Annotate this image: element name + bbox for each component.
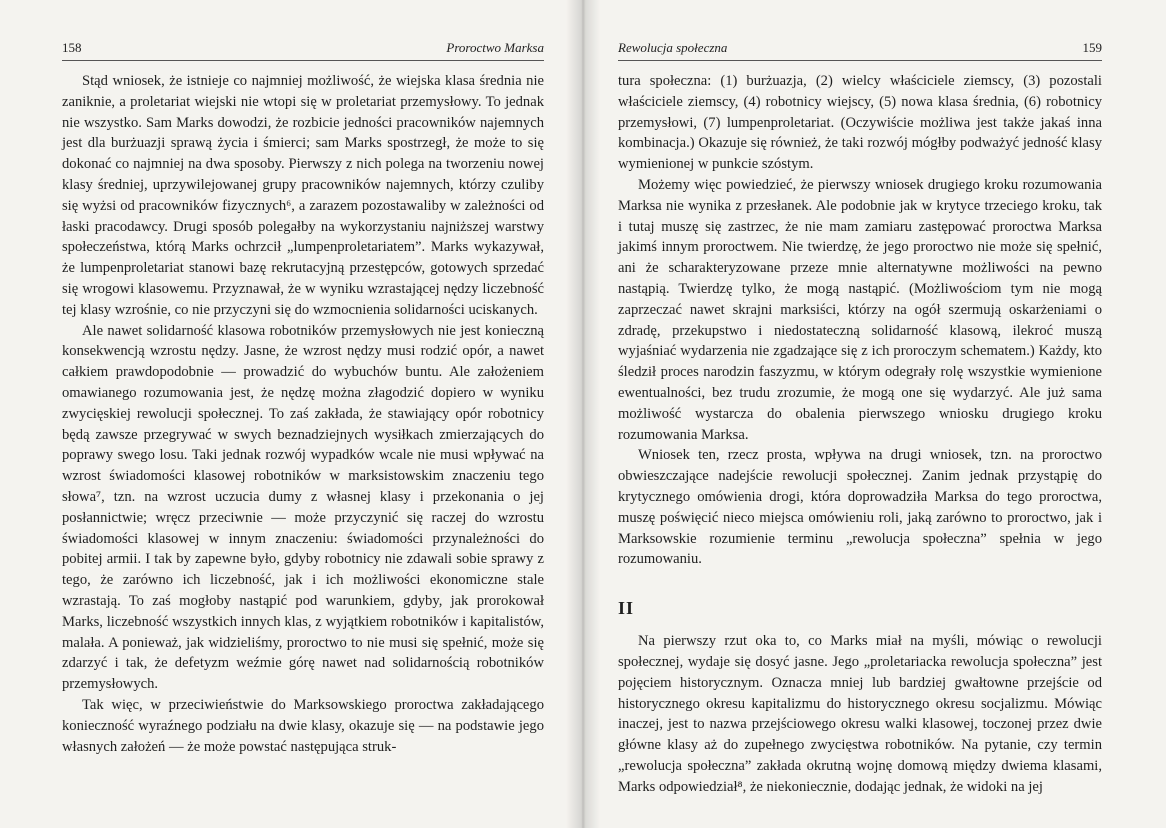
page-number: 159	[1082, 40, 1102, 55]
paragraph: Tak więc, w przeciwieństwie do Marksowskiego proroctwa zakładającego konieczność wyraźnego podziału na dwie klasy, okazuje się — na podstawie jego własnych założeń — że może powstać następująca struk-	[62, 696, 544, 755]
running-head: Proroctwo Marksa	[446, 40, 544, 55]
left-page	[0, 0, 580, 828]
paragraph: Ale nawet solidarność klasowa robotników przemysłowych nie jest konieczną konsekwencją wzrostu nędzy. Jasne, że wzrost nędzy musi rodzić opór, a nawet całkiem prawdopodobnie — prowadzić do wybuchów buntu. Ale założeniem omawianego rozumowania jest, że nędzę można złagodzić dopiero w wyniku zwycięskiej rewolucji społecznej. To zaś zakłada, że stawiający opór robotnicy będą zawsze przegrywać w swych beznadziejnych wysiłkach zmierzających do poprawy swego losu. Taki jednak rozwój wypadków wcale nie musi wpływać na wzrost świadomości klasowej robotników w marksistowskim znaczeniu tego słowa⁷, tzn. na wzrost uczucia dumy z własnej klasy i przekonania o jej posłannictwie; wręcz przeciwnie — może przyczynić się raczej do wzrostu świadomości klasowej w innym znaczeniu: świadomości przynależności do pobitej armii. I tak by zapewne było, gdyby robotnicy nie zdawali sobie sprawy z tego, że zarówno ich liczebność, jak i ich możliwości ekonomiczne stale wzrastają. To zaś mogłoby nastąpić pod warunkiem, gdyby, jak prorokował Marks, liczebność wszystkich innych klas, z wyjątkiem robotników i kapitalistów, malała. A ponieważ, jak widzieliśmy, proroctwo to nie musi się spełnić, może się zdarzyć i tak, że defetyzm weźmie górę nawet nad solidarnością robotników przemysłowych.	[62, 322, 544, 693]
paragraph: Na pierwszy rzut oka to, co Marks miał na myśli, mówiąc o rewolucji społecznej, wydaje się dosyć jasne. Jego „proletariacka rewolucja społeczna” jest pojęciem historycznym. Oznacza mniej lub bardziej gwałtowne przejście od historycznego okresu kapitalizmu do historycznego okresu socjalizmu. Mówiąc inaczej, jest to nazwa przejściowego okresu walki klasowej, toczonej przez dwie główne klasy aż do zupełnego zwycięstwa robotników. Na pytanie, czy termin „rewolucja społeczna” zakłada okrutną wojnę domową między dwiema klasami, Marks odpowiedział⁸, że niekoniecznie, dodając jednak, że widoki na jej	[618, 633, 1102, 795]
paragraph: Stąd wniosek, że istnieje co najmniej możliwość, że wiejska klasa średnia nie zaniknie, a proletariat wiejski nie wtopi się w proletariat przemysłowy. To jednak nie wszystko. Sam Marks dowodzi, że rozbicie jedności pracowników najemnych jest dla burżuazji sprawą życia i śmierci; sam Marks spostrzegł, że może to się dokonać co najmniej na dwa sposoby. Pierwszy z nich polega na tworzeniu nowej klasy średniej, uprzywilejowanej grupy pracowników najemnych, którzy czuliby się wyżsi od pracowników fizycznych⁶, a zarazem pozostawaliby w zależności od łaski pracodawcy. Drugi sposób polegałby na wykorzystaniu najniższej warstwy społeczeństwa, którą Marks ochrzcił „lumpenproletariatem”. Marks wykazywał, że lumpenproletariat stanowi bazę rekrutacyjną przestępców, gotowych sprzedać się wrogowi klasowemu. Przyznawał, że w wyniku wzrastającej nędzy liczebność tej klasy wzrośnie, co nie przyczyni się do wzmocnienia solidarności uciskanych.	[62, 73, 544, 318]
right-page-text	[618, 71, 1102, 798]
running-head: Rewolucja społeczna	[618, 40, 728, 55]
right-page	[580, 0, 1166, 828]
book-gutter-shadow	[566, 0, 600, 828]
paragraph: Możemy więc powiedzieć, że pierwszy wniosek drugiego kroku rozumowania Marksa nie wynika z przesłanek. Ale podobnie jak w krytyce trzeciego kroku, tak i tutaj muszę się zastrzec, że nie mam zamiaru zastępować proroctwa Marksa jakimś innym proroctwem. Nie twierdzę, że jego proroctwo nie może się spełnić, ani że scharakteryzowane przeze mnie alternatywne możliwości na pewno nastąpią. Twierdzę tylko, że mogą nastąpić. (Możliwościom tym nie mogą zaprzeczać nawet skrajni marksiści, którzy na ogół szermują oskarżeniami o zdradę, przekupstwo i niedostateczną solidarność klasową, ilekroć muszą wyjaśniać wydarzenia nie zgadzające się z ich proroczym schematem.) Każdy, kto śledził proces narodzin faszyzmu, w którym odegrały rolę wszystkie wymienione ewentualności, bez trudu zrozumie, że mogą one się wydarzyć. Ale już sama możliwość wystarcza do obalenia pierwszego wniosku drugiego kroku rozumowania Marksa.	[618, 176, 1102, 443]
section-heading: II	[618, 598, 635, 619]
left-page-text	[62, 71, 544, 757]
left-page-header	[62, 40, 544, 61]
paragraph: Wniosek ten, rzecz prosta, wpływa na drugi wniosek, tzn. na proroctwo obwieszczające nadejście rewolucji społecznej. Zanim jednak przystąpię do krytycznego omówienia drogi, która doprowadziła Marksa do tego proroctwa, muszę poświęcić nieco miejsca omówieniu roli, jaką zarówno to proroctwo, jak i Marksowskie rozumienie terminu „rewolucja społeczna” spełnia w jego rozumowaniu.	[618, 447, 1102, 568]
page-number: 158	[62, 40, 82, 55]
paragraph: tura społeczna: (1) burżuazja, (2) wielcy właściciele ziemscy, (3) pozostali właściciele ziemscy, (4) robotnicy wiejscy, (5) nowa klasa średnia, (6) robotnicy przemysłowi, (7) lumpenproletariat. (Oczywiście możliwa jest także jakaś inna kombinacja.) Okazuje się również, że taki rozwój mógłby podważyć jedność klasy wymienionej w punkcie szóstym.	[618, 73, 1102, 173]
right-page-header	[618, 40, 1102, 61]
